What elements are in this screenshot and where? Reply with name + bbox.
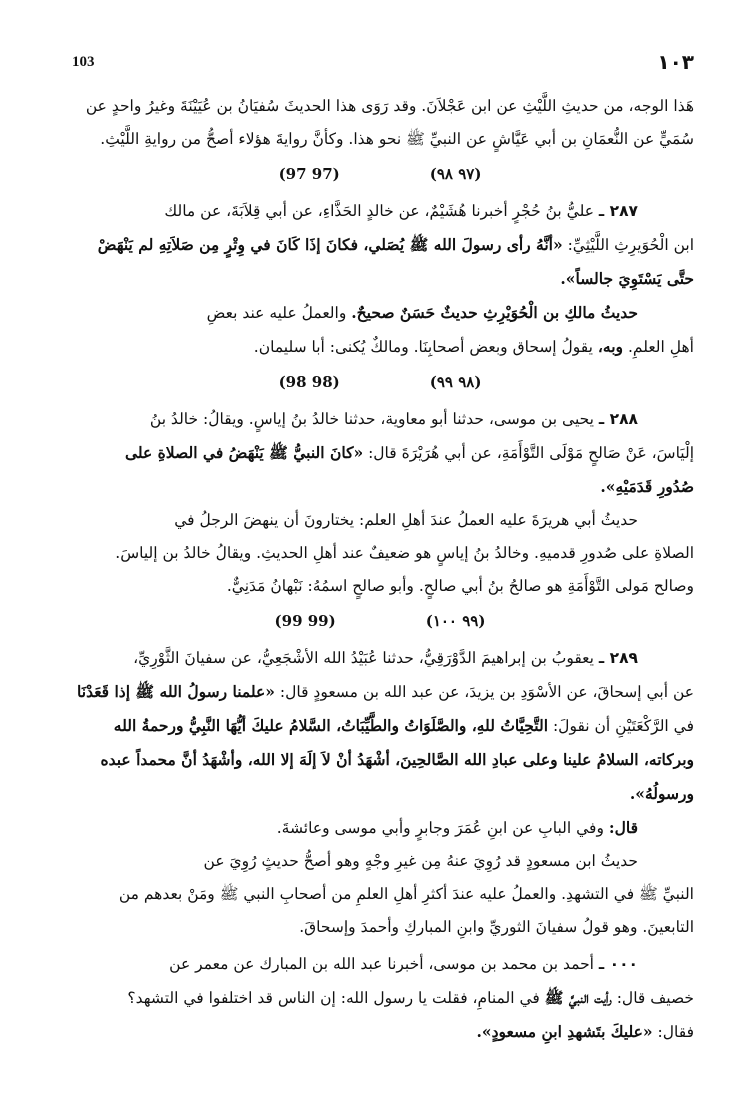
grading-text: حديثُ مالكِ بن الْحُوَيْرِثِ حديثٌ حَسَنٌ صحيحٌ.	[351, 303, 638, 322]
text-span: أحمد بن محمد بن موسى، أخبرنا عبد الله بن المبارك عن معمر عن	[169, 955, 594, 973]
text-line	[66, 1015, 694, 1049]
hadith-text: حتَّى يَسْتَوِيَ جالساً».	[560, 269, 694, 288]
hadith-number-ref	[66, 366, 694, 399]
hadith-text: «عليكَ بتَشهدِ ابنِ مسعودٍ».	[476, 1022, 653, 1041]
ref-latin: (99 99)	[274, 612, 336, 630]
hadith-text: «علمنا رسولُ الله ﷺ إذا قَعَدْنَا	[77, 682, 275, 701]
text-line: النبيِّ ﷺ في التشهدِ. والعملُ عليه عندَ أكثرِ أهلِ العلمِ من أصحابِ النبي ﷺ ومَنْ بعدهم من	[118, 885, 694, 903]
text-line	[66, 709, 694, 743]
text-span: ابن الْحُوَيرِثِ اللَّيْثِيِّ:	[562, 236, 694, 254]
page-body	[66, 90, 694, 1049]
hadith-text: وبركاته، السلامُ علينا وعلى عبادِ الله الصَّالحِينَ، أشْهَدُ أنْ لاَ إلَهَ إلا الله، وأشْهَدُ أنَّ محمداً عبده	[100, 750, 694, 769]
text-span: والعملُ عليه عند بعضِ	[206, 304, 352, 322]
text-line	[66, 948, 694, 981]
text-line	[66, 195, 694, 228]
text-line: التابعينَ. وهو قولُ سفيانَ الثوريِّ وابنِ المباركِ وأحمدَ وإسحاقَ.	[299, 918, 694, 936]
hadith-text: رأيت النبيَّ ﷺ	[544, 988, 612, 1007]
text-line	[66, 981, 694, 1015]
text-span: خصيف قال:	[611, 989, 694, 1007]
text-line	[66, 743, 694, 777]
hadith-287	[66, 195, 694, 364]
text-line	[66, 811, 694, 845]
text-span: إلْيَاسَ، عَنْ صَالحٍ مَوْلَى التَّوْأَمَةِ، عن أبي هُرَيْرَةَ قال:	[363, 444, 694, 462]
text-span: في الرَّكْعَتَيْنِ أن نقولَ:	[548, 717, 694, 735]
hadith-number-ref	[66, 605, 694, 638]
text-line	[66, 262, 694, 296]
ref-arabic: (٩٧ ٩٨)	[429, 165, 482, 183]
hadith-text: ورسولُهُ».	[629, 784, 694, 803]
hadith-number: ٢٨٧ ـ	[598, 202, 638, 220]
page-header	[66, 50, 694, 90]
text-line	[66, 675, 694, 709]
text-span: يحيى بن موسى، حدثنا أبو معاوية، حدثنا خالدُ بنُ إياسٍ. ويقالُ: خالدُ بنُ	[149, 410, 594, 428]
ref-latin: (98 98)	[278, 373, 340, 391]
text-line	[66, 296, 694, 330]
text-line	[66, 777, 694, 811]
hadith-number: ٠٠٠ ـ	[598, 955, 638, 973]
text-line	[66, 642, 694, 675]
text-line: وصالح مَولى التَّوْأَمَةِ هو صالحُ بنُ أبي صالحٍ. وأبو صالحٍ اسمُهُ: نَبْهانُ مَدَنِيٌّ.	[226, 577, 694, 595]
hadith-number: ٢٨٨ ـ	[598, 410, 638, 428]
text-span: في المنامِ، فقلت يا رسول الله: إن الناس قد اختلفوا في التشهد؟	[127, 989, 545, 1007]
hadith-000	[66, 948, 694, 1049]
text-line	[66, 330, 694, 364]
qala-label: قال:	[608, 818, 638, 837]
text-span: أهلِ العلمِ.	[623, 338, 694, 356]
hadith-288	[66, 403, 694, 603]
text-span: عليُّ بنُ حُجْرٍ أخبرنا هُشَيْمٌ، عن خالدٍ الحَذَّاءِ، عن أبي قِلاَبَةَ، عن مالك	[164, 202, 594, 220]
text-line: الصلاةِ على صُدورِ قدميهِ. وخالدُ بنُ إياسٍ هو ضعيفٌ عند أهلِ الحديثِ. ويقالُ خالدُ بن إلياسَ.	[115, 544, 694, 562]
text-line: سُمَيٍّ عن النُّعمَانِ بن أبي عَيَّاشٍ عن النبيِّ ﷺ نحو هذا. وكأنَّ روايةَ هؤلاء أصحُّ من روايةِ اللَّيْثِ.	[100, 130, 694, 148]
text-line: هَذا الوجه، من حديثِ اللَّيْثِ عن ابن عَجْلاَنَ. وقد رَوَى هذا الحديثَ سُفيَانُ بن عُيَيْنَةَ وغيرُ واحدٍ عن	[85, 97, 694, 115]
page-number-arabic: ١٠٣	[657, 50, 694, 74]
text-span: عن أبي إسحاقَ، عن الأسْوَدِ بن يزيدَ، عن عبد الله بن مسعودٍ قال:	[274, 683, 694, 701]
text-span: يقولُ إسحاق وبعض أصحابِنَا. ومالكٌ يُكنى: أبا سليمان.	[253, 338, 598, 356]
page-number-latin: 103	[72, 54, 95, 70]
text-line	[66, 403, 694, 436]
hadith-289	[66, 642, 694, 944]
hadith-text: صُدُورِ قَدَمَيْهِ».	[600, 477, 694, 496]
text-span: يعقوبُ بن إبراهيمَ الدَّوْرَقِيُّ، حدثنا عُبَيْدُ الله الأشْجَعِيُّ، عن سفيانَ الثَّوْرِيِّ،	[133, 649, 594, 667]
intro-paragraph	[66, 90, 694, 156]
bold-text: وبه،	[597, 337, 624, 356]
text-line: حديثُ ابن مسعودٍ قد رُوِيَ عنهُ مِن غيرِ وجْهٍ وهو أصحُّ حديثٍ رُوِيَ عن	[203, 852, 638, 870]
ref-latin: (97 97)	[278, 165, 340, 183]
text-line	[66, 228, 694, 262]
text-span: فقال:	[652, 1023, 694, 1041]
hadith-text: التَّحِيَّاتُ للهِ، والصَّلَوَاتُ والطَّيِّبَاتُ، السَّلامُ عليكَ أيُّهَا النَّبِيُّ ورحمةُ الله	[113, 716, 549, 735]
text-line: حديثُ أبي هريرَةَ عليه العملُ عندَ أهلِ العلم: يختارونَ أن ينهضَ الرجلُ في	[174, 511, 638, 529]
text-line	[66, 470, 694, 504]
text-line	[66, 436, 694, 470]
hadith-number: ٢٨٩ ـ	[598, 649, 638, 667]
ref-arabic: (٩٩ ١٠٠)	[425, 612, 486, 630]
ref-arabic: (٩٨ ٩٩)	[429, 373, 482, 391]
text-span: وفي البابِ عن ابنِ عُمَرَ وجابرٍ وأبي موسى وعائشةَ.	[276, 819, 609, 837]
hadith-text: «أنَّهُ رأى رسولَ الله ﷺ يُصَلي، فكانَ إذَا كَانَ في وِتْرٍ مِن صَلاَتِهِ لم يَنْهَضْ	[97, 235, 563, 254]
hadith-text: «كانَ النبيُّ ﷺ يَنْهَضُ في الصلاةِ على	[124, 443, 364, 462]
hadith-number-ref	[66, 158, 694, 191]
